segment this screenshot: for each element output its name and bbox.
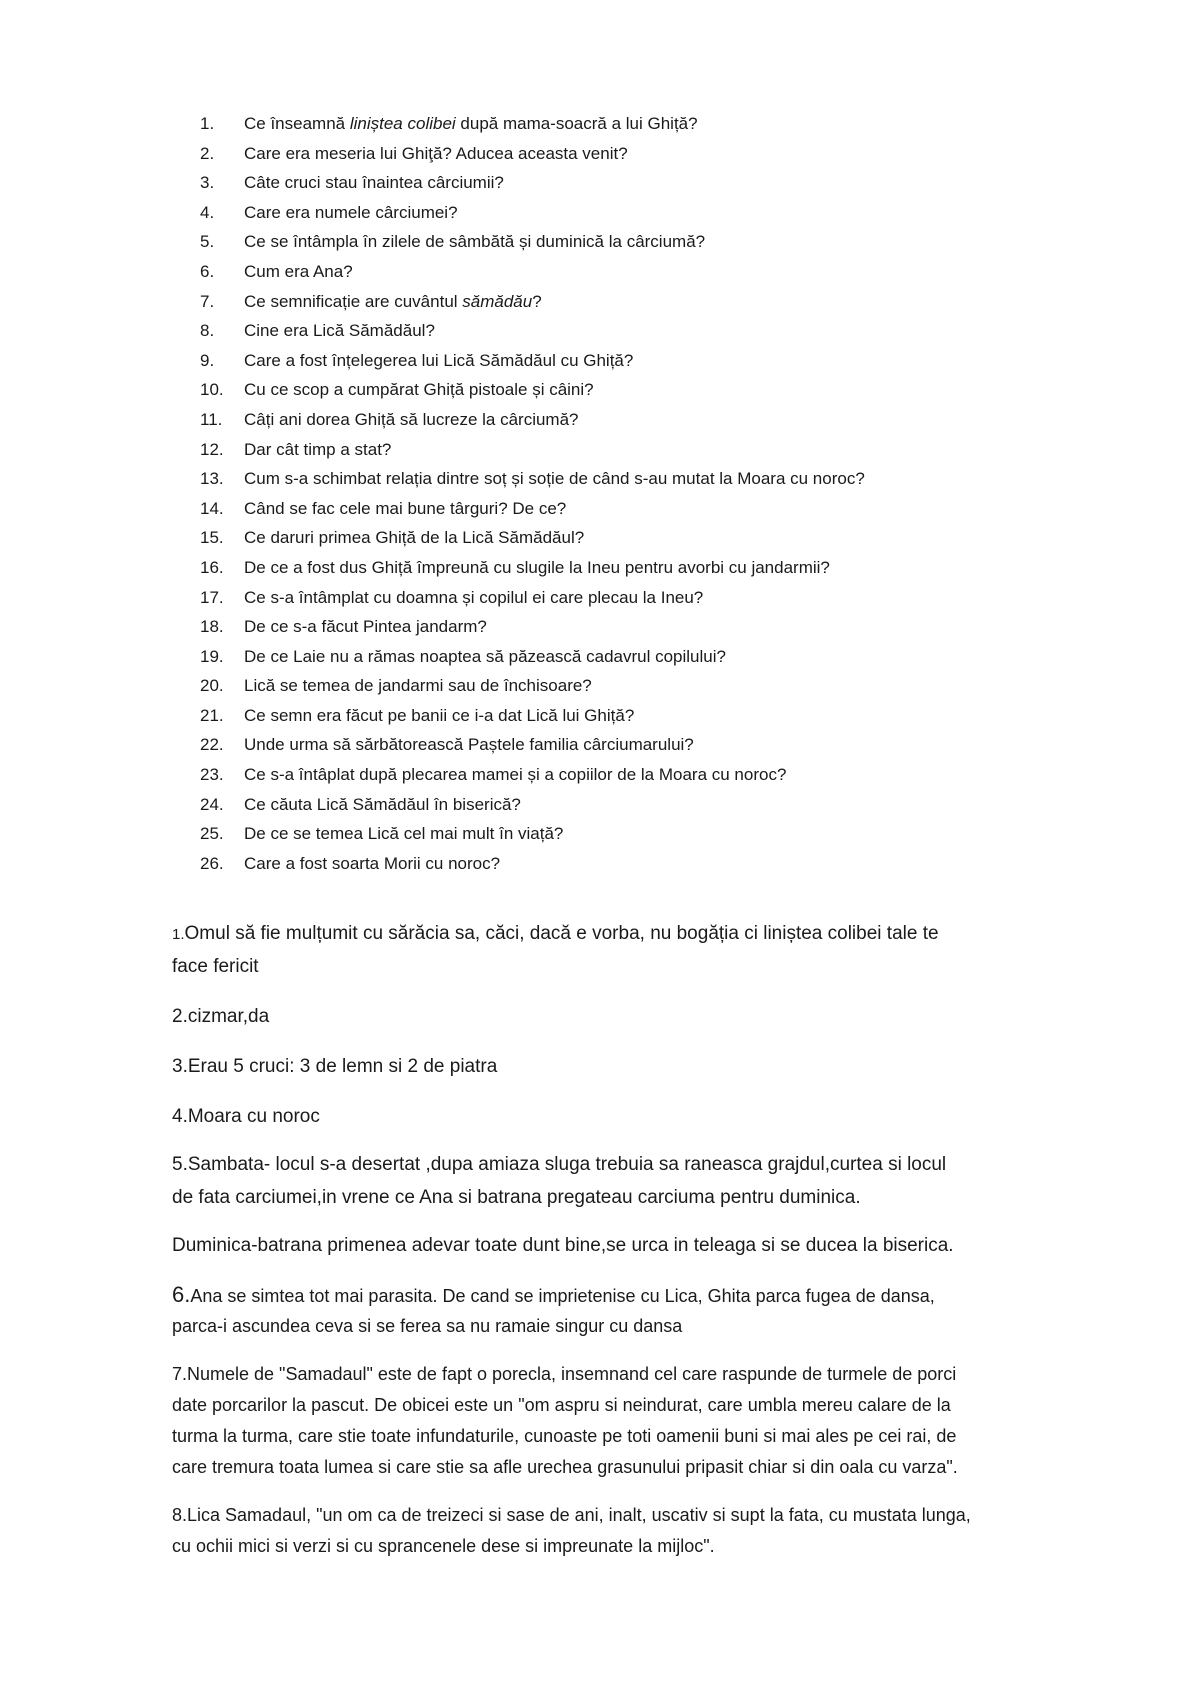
question-item [200, 706, 865, 736]
question-text: Ce se întâmpla în zilele de sâmbătă și duminică la cârciumă? [244, 232, 706, 252]
question-number: 12. [200, 439, 224, 459]
question-text-end: ? [532, 291, 542, 311]
question-number: 23. [200, 765, 224, 785]
question-text: Câte cruci stau înaintea cârciumii? [244, 173, 504, 193]
question-number: 18. [200, 617, 224, 637]
question-item [200, 262, 865, 292]
question-number: 17. [200, 587, 224, 607]
question-text: Cu ce scop a cumpărat Ghiță pistoale și câini? [244, 380, 594, 400]
question-item [200, 499, 865, 529]
question-item [200, 558, 865, 588]
question-item [200, 765, 865, 795]
question-text: Cum era Ana? [244, 261, 353, 281]
answer-6-line-2: parca-i ascundea ceva si se ferea sa nu ramaie singur cu dansa [172, 1316, 683, 1336]
question-text: Ce semn era făcut pe banii ce i-a dat Lică lui Ghiță? [244, 705, 635, 725]
answer-8-line-2: cu ochii mici si verzi si cu sprancenele dese si impreunate la mijloc". [172, 1536, 715, 1556]
question-text: De ce s-a făcut Pintea jandarm? [244, 617, 487, 637]
question-item [200, 410, 865, 440]
answer-6 [172, 1279, 935, 1312]
question-number: 2. [200, 143, 215, 163]
question-italic-term: liniștea colibei [349, 114, 456, 133]
question-text: Care era meseria lui Ghiţă? Aducea aceasta venit? [244, 143, 628, 163]
question-item [200, 735, 865, 765]
answer-1-number: 1. [172, 926, 185, 943]
question-item [200, 292, 865, 322]
question-number: 7. [200, 291, 215, 311]
question-number: 3. [200, 173, 215, 193]
question-number: 13. [200, 469, 224, 489]
question-text: Cine era Lică Sămădăul? [244, 321, 435, 341]
answer-4: 4.Moara cu noroc [172, 1106, 320, 1127]
question-number: 1. [200, 114, 215, 133]
question-number: 26. [200, 853, 224, 873]
question-text: De ce a fost dus Ghiță împreună cu slugile la Ineu pentru avorbi cu jandarmii? [244, 557, 830, 577]
question-number: 11. [200, 409, 223, 429]
question-text: Ce s-a întâplat după plecarea mamei și a copiilor de la Moara cu noroc? [244, 765, 787, 785]
answer-7-line-4: care tremura toata lumea si care stie sa afle urechea grasunului pripasit chiar si din oala cu varza". [172, 1457, 958, 1477]
question-item [200, 144, 865, 174]
answer-5-line-1: 5.Sambata- locul s-a desertat ,dupa amiaza sluga trebuia sa raneasca grajdul,curtea si locul [172, 1154, 947, 1175]
question-item [200, 854, 865, 884]
question-text: Câți ani dorea Ghiță să lucreze la cârciumă? [244, 409, 579, 429]
question-text: Cum s-a schimbat relația dintre soț și soție de când s-au mutat la Moara cu noroc? [244, 469, 865, 489]
question-text [244, 114, 698, 134]
answer-7-line-1: 7.Numele de "Samadaul" este de fapt o porecla, insemnand cel care raspunde de turmele de porci [172, 1364, 957, 1384]
question-item [200, 114, 865, 144]
answer-2: 2.cizmar,da [172, 1006, 270, 1027]
question-item [200, 321, 865, 351]
answer-1-continued: face fericit [172, 956, 259, 977]
question-item [200, 617, 865, 647]
question-item [200, 676, 865, 706]
answer-7-line-3: turma la turma, care stie toate infundaturile, cunoaste pe toti oamenii buni si mai ales pe cei rai, de [172, 1426, 957, 1446]
question-text: Ce daruri primea Ghiță de la Lică Sămădăul? [244, 528, 585, 548]
question-item [200, 232, 865, 262]
question-item [200, 351, 865, 381]
question-text-start: Ce semnificație are cuvântul [244, 291, 463, 311]
question-italic-term: sămădău [462, 291, 533, 311]
answer-1 [172, 918, 939, 951]
question-number: 24. [200, 794, 224, 814]
question-item [200, 795, 865, 825]
question-number: 22. [200, 735, 224, 755]
question-text: De ce Laie nu a rămas noaptea să păzească cadavrul copilului? [244, 646, 726, 666]
questions-list [200, 114, 865, 883]
answer-8-line-1: 8.Lica Samadaul, "un om ca de treizeci si sase de ani, inalt, uscativ si supt la fata, cu mustata lunga, [172, 1505, 971, 1525]
question-number: 14. [200, 498, 224, 518]
question-item [200, 469, 865, 499]
question-text: Ce căuta Lică Sămădăul în biserică? [244, 794, 521, 814]
question-text: De ce se temea Lică cel mai mult în viață? [244, 824, 564, 844]
answer-1-line-1: Omul să fie mulțumit cu sărăcia sa, căci, dacă e vorba, nu bogăția ci liniștea colibei tale te [184, 923, 939, 944]
question-item [200, 528, 865, 558]
question-number: 8. [200, 321, 215, 341]
question-text: Care a fost înțelegerea lui Lică Sămădăul cu Ghiță? [244, 350, 634, 370]
question-item [200, 173, 865, 203]
question-number: 19. [200, 646, 224, 666]
question-text: Ce s-a întâmplat cu doamna și copilul ei care plecau la Ineu? [244, 587, 704, 607]
question-number: 6. [200, 261, 215, 281]
answer-6-number: 6. [172, 1282, 191, 1307]
answer-3: 3.Erau 5 cruci: 3 de lemn si 2 de piatra [172, 1056, 498, 1077]
question-item [200, 380, 865, 410]
answer-5-line-2: de fata carciumei,in vrene ce Ana si batrana pregateau carciuma pentru duminica. [172, 1187, 861, 1208]
answer-6-line-1: Ana se simtea tot mai parasita. De cand se imprietenise cu Lica, Ghita parca fugea de dansa, [190, 1286, 935, 1306]
question-number: 5. [200, 232, 215, 252]
question-number: 10. [200, 380, 224, 400]
question-item [200, 203, 865, 233]
question-text: Când se fac cele mai bune târguri? De ce? [244, 498, 567, 518]
question-item [200, 824, 865, 854]
question-number: 4. [200, 202, 215, 222]
answer-5-sunday: Duminica-batrana primenea adevar toate dunt bine,se urca in teleaga si se ducea la biserica. [172, 1235, 954, 1256]
question-text: Dar cât timp a stat? [244, 439, 392, 459]
question-item [200, 647, 865, 677]
question-number: 16. [200, 557, 224, 577]
question-text: Lică se temea de jandarmi sau de închisoare? [244, 676, 592, 696]
question-number: 15. [200, 528, 224, 548]
question-text-start: Ce înseamnă [244, 114, 350, 133]
question-number: 20. [200, 676, 224, 696]
question-text: Care era numele cârciumei? [244, 202, 458, 222]
answer-7-line-2: date porcarilor la pascut. De obicei este un "om aspru si neindurat, care umbla mereu calare de la [172, 1395, 951, 1415]
question-number: 25. [200, 824, 224, 844]
question-number: 21. [200, 705, 224, 725]
question-item [200, 440, 865, 470]
question-item [200, 588, 865, 618]
question-text-end: după mama-soacră a lui Ghiță? [455, 114, 698, 133]
question-text: Care a fost soarta Morii cu noroc? [244, 853, 501, 873]
question-number: 9. [200, 350, 215, 370]
question-text: Unde urma să sărbătorească Paștele familia cârciumarului? [244, 735, 694, 755]
question-text [244, 292, 542, 312]
